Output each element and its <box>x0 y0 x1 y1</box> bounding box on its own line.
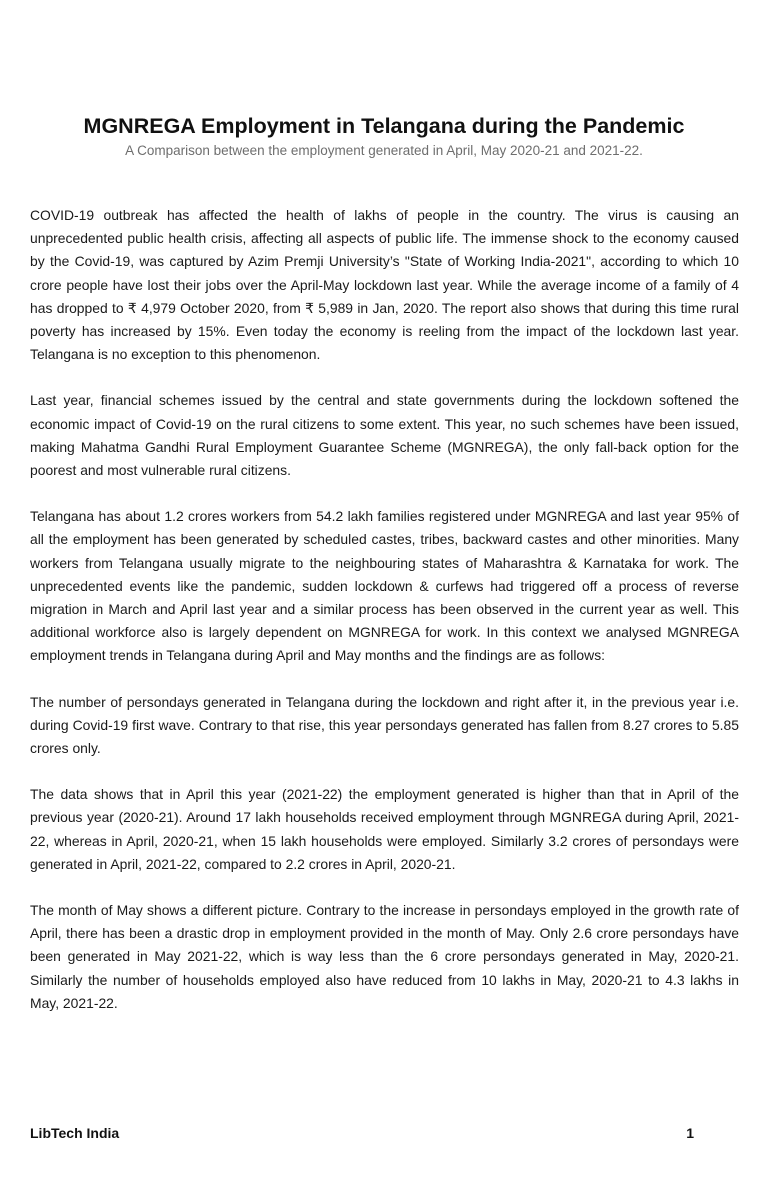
paragraph-financial-schemes: Last year, financial schemes issued by the central and state governments during the lockdown softened the economic impact of Covid-19 on the rural citizens to some extent. This year, no such schemes have been issued, making Mahatma Gandhi Rural Employment Guarantee Scheme (MGNREGA), the only fall-back option for the poorest and most vulnerable rural citizens. <box>30 392 739 479</box>
document-subtitle: A Comparison between the employment generated in April, May 2020-21 and 2021-22. <box>125 143 643 158</box>
page-number: 1 <box>686 1125 694 1141</box>
paragraph-persondays: The number of persondays generated in Telangana during the lockdown and right after it, in the previous year i.e. during Covid-19 first wave. Contrary to that rise, this year persondays generated has fallen from 8.27 crores to 5.85 crores only. <box>30 693 739 757</box>
footer-organization: LibTech India <box>30 1125 120 1141</box>
paragraph-telangana-workers: Telangana has about 1.2 crores workers from 54.2 lakh families registered under MGNREGA and last year 95% of all the employment has been generated by scheduled castes, tribes, backward castes and other minorities. Many workers from Telangana usually migrate to the neighbouring states of Maharashtra & Karnataka for work. The unprecedented events like the pandemic, sudden lockdown & curfews had triggered off a process of reverse migration in March and April last year and a similar process has been observed in the current year as well. This additional workforce also is largely dependent on MGNREGA for work. In this context we analysed MGNREGA employment trends in Telangana during April and May months and the findings are as follows: <box>30 508 739 664</box>
document-title: MGNREGA Employment in Telangana during the Pandemic <box>83 114 685 138</box>
paragraph-april-data: The data shows that in April this year (2021-22) the employment generated is higher than that in April of the previous year (2020-21). Around 17 lakh households received employment through MGNREGA during April, 2021-22, whereas in April, 2020-21, when 15 lakh households were employed. Similarly 3.2 crores of persondays were generated in April, 2021-22, compared to 2.2 crores in April, 2020-21. <box>30 786 739 872</box>
paragraph-may-data: The month of May shows a different picture. Contrary to the increase in persondays employed in the growth rate of April, there has been a drastic drop in employment provided in the month of May. Only 2.6 crore persondays have been generated in May 2021-22, which is way less than the 6 crore persondays generated in May, 2020-21. Similarly the number of households employed also have reduced from 10 lakhs in May, 2020-21 to 4.3 lakhs in May, 2021-22. <box>30 902 739 1011</box>
paragraph-covid-impact: COVID-19 outbreak has affected the health of lakhs of people in the country. The virus is causing an unprecedented public health crisis, affecting all aspects of public life. The immense shock to the economy caused by the Covid-19, was captured by Azim Premji University’s "State of Working India-2021", according to which 10 crore people have lost their jobs over the April-May lockdown last year. While the average income of a family of 4 has dropped to ₹ 4,979 October 2020, from ₹ 5,989 in Jan, 2020. The report also shows that during this time rural poverty has increased by 15%. Even today the economy is reeling from the impact of the lockdown last year. Telangana is no exception to this phenomenon. <box>30 207 739 363</box>
document-body <box>30 204 739 1038</box>
